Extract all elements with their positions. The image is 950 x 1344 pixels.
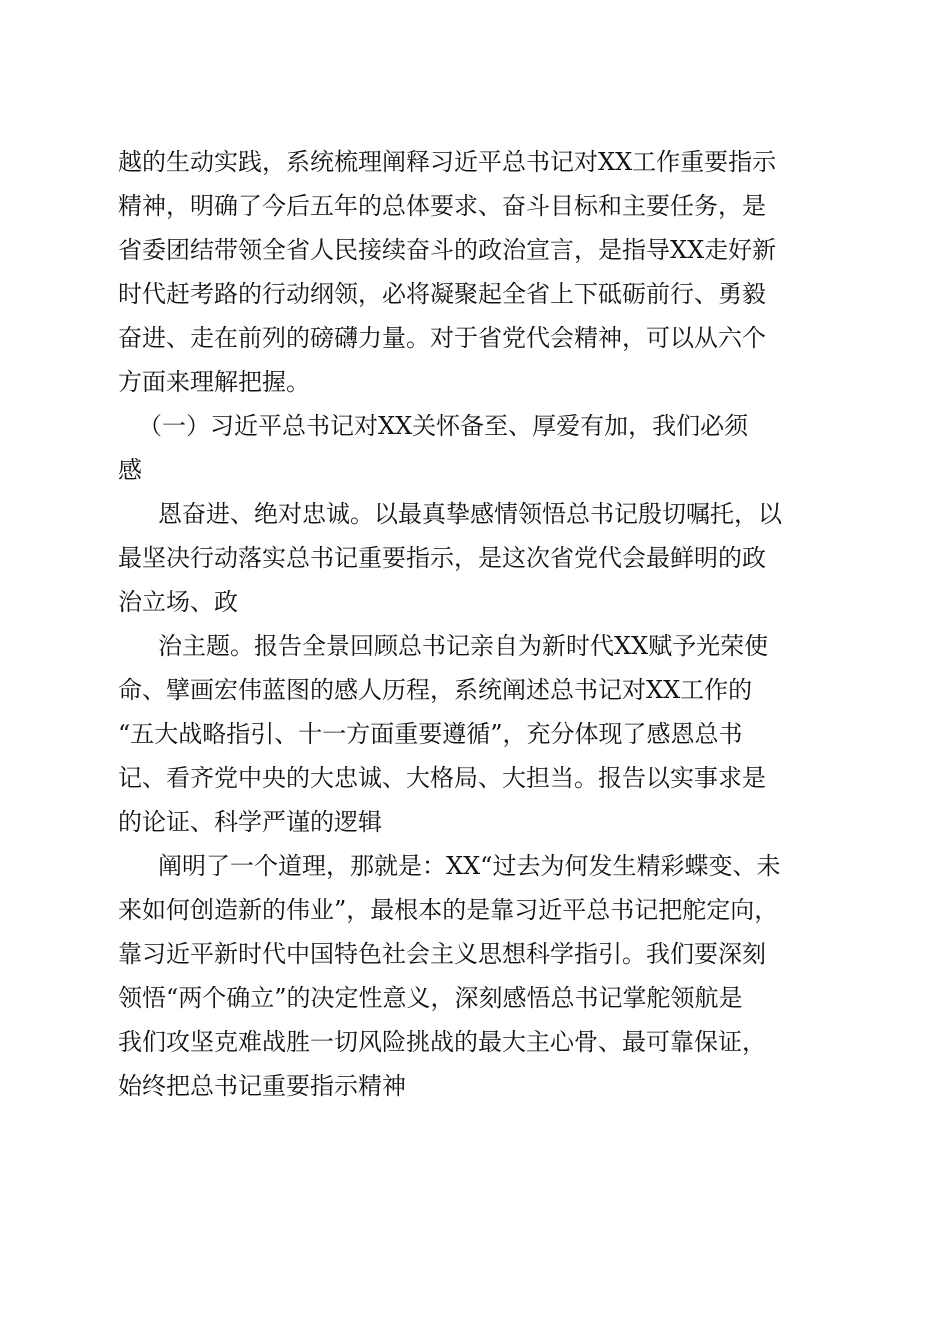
paragraph-line: 越的生动实践，系统梳理阐释习近平总书记对XX工作重要指示 xyxy=(118,148,777,176)
paragraph-line: 治立场、政 xyxy=(118,588,238,616)
paragraph-line: “五大战略指引、十一方面重要遵循”，充分体现了感恩总书 xyxy=(118,720,743,748)
paragraph-line: 时代赶考路的行动纲领，必将凝聚起全省上下砥砺前行、勇毅 xyxy=(118,280,766,308)
paragraph-line: 记、看齐党中央的大忠诚、大格局、大担当。报告以实事求是 xyxy=(118,764,766,792)
paragraph-line: 领悟“两个确立”的决定性意义，深刻感悟总书记掌舵领航是 xyxy=(118,984,743,1012)
paragraph-line: 靠习近平新时代中国特色社会主义思想科学指引。我们要深刻 xyxy=(118,940,766,968)
paragraph-line: 始终把总书记重要指示精神 xyxy=(118,1072,406,1100)
paragraph-line: 阐明了一个道理，那就是：XX“过去为何发生精彩蝶变、未 xyxy=(158,852,781,880)
paragraph-line: 恩奋进、绝对忠诚。以最真挚感情领悟总书记殷切嘱托，以 xyxy=(158,500,782,528)
paragraph-line: 来如何创造新的伟业”，最根本的是靠习近平总书记把舵定向， xyxy=(118,896,779,924)
section-heading-continued: 感 xyxy=(118,456,142,484)
paragraph-line: 命、擘画宏伟蓝图的感人历程，系统阐述总书记对XX工作的 xyxy=(118,676,753,704)
paragraph-line: 方面来理解把握。 xyxy=(118,368,310,396)
paragraph-line: 精神，明确了今后五年的总体要求、奋斗目标和主要任务，是 xyxy=(118,192,766,220)
paragraph-line: 治主题。报告全景回顾总书记亲自为新时代XX赋予光荣使 xyxy=(158,632,769,660)
paragraph-line: 的论证、科学严谨的逻辑 xyxy=(118,808,382,836)
section-heading: （一）习近平总书记对XX关怀备至、厚爱有加，我们必须 xyxy=(138,412,749,440)
paragraph-line: 奋进、走在前列的磅礴力量。对于省党代会精神，可以从六个 xyxy=(118,324,766,352)
paragraph-line: 最坚决行动落实总书记重要指示，是这次省党代会最鲜明的政 xyxy=(118,544,766,572)
paragraph-line: 我们攻坚克难战胜一切风险挑战的最大主心骨、最可靠保证， xyxy=(118,1028,766,1056)
document-body xyxy=(118,140,838,1108)
paragraph-line: 省委团结带领全省人民接续奋斗的政治宣言，是指导XX走好新 xyxy=(118,236,777,264)
